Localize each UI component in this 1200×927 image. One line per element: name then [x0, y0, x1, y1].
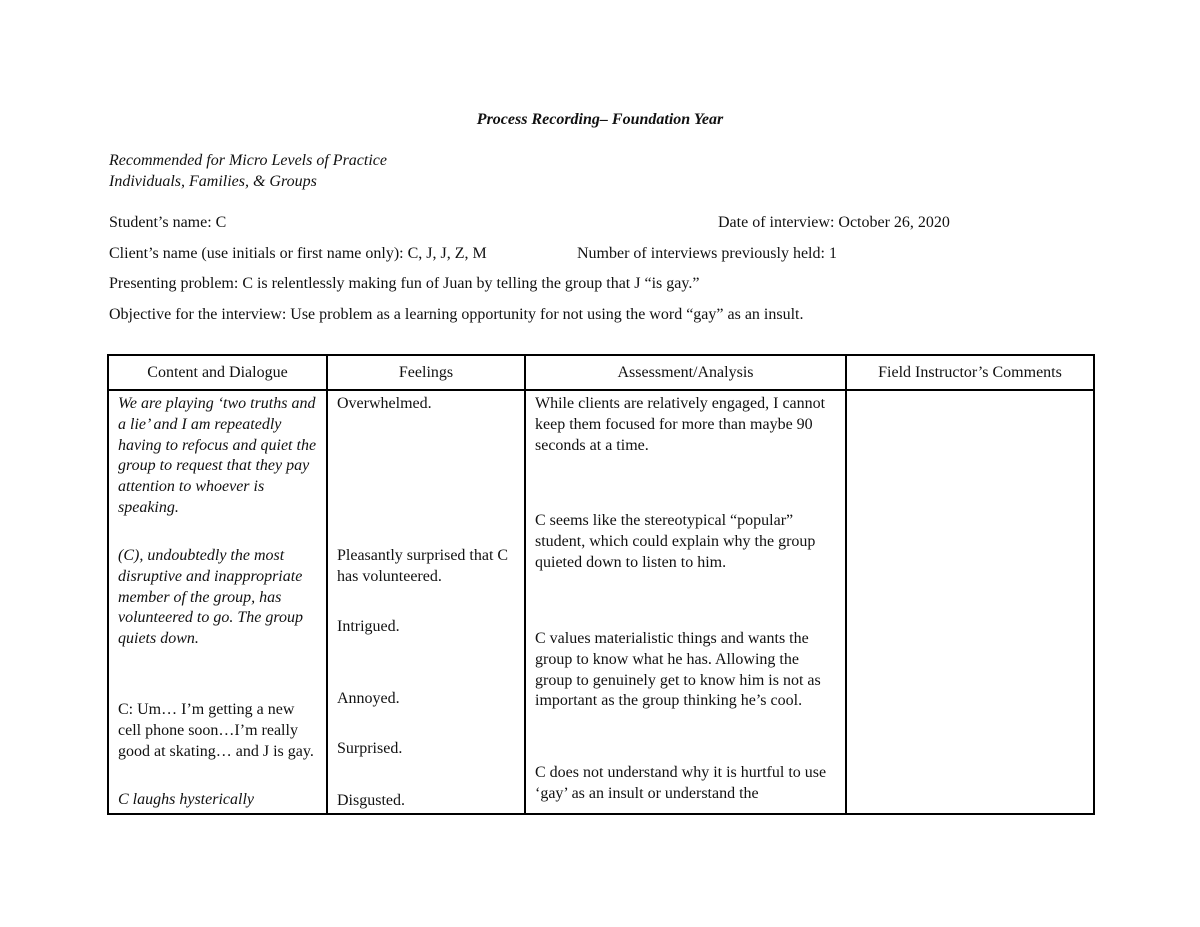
clients-name: Client’s name (use initials or first name only): C, J, J, Z, M	[109, 245, 487, 262]
content-paragraph-3: C: Um… I’m getting a new cell phone soon…I’m really good at skating… and J is gay.	[118, 701, 314, 760]
assessment-paragraph-2: C seems like the stereotypical “popular” student, which could explain why the group quieted down to listen to him.	[535, 512, 816, 571]
assessment-paragraph-3: C values materialistic things and wants the group to know what he has. Allowing the group to genuinely get to know him is not as important as the group thinking he’s cool.	[535, 630, 821, 710]
content-dialogue-cell	[108, 390, 327, 814]
feelings-cell	[327, 390, 525, 814]
assessment-paragraph-1: While clients are relatively engaged, I cannot keep them focused for more than maybe 90 seconds at a time.	[535, 395, 826, 454]
interviews-previously-held: Number of interviews previously held: 1	[577, 245, 837, 262]
feeling-4: Annoyed.	[337, 690, 400, 707]
subtitle-client-types: Individuals, Families, & Groups	[109, 173, 317, 190]
header-assessment-analysis: Assessment/Analysis	[525, 355, 846, 390]
feeling-1: Overwhelmed.	[337, 395, 432, 412]
header-field-instructor-comments: Field Instructor’s Comments	[846, 355, 1094, 390]
date-of-interview: Date of interview: October 26, 2020	[718, 214, 950, 231]
header-feelings: Feelings	[327, 355, 525, 390]
feeling-5: Surprised.	[337, 740, 403, 757]
feeling-6: Disgusted.	[337, 792, 405, 809]
content-paragraph-1: We are playing ‘two truths and a lie’ and I am repeatedly having to refocus and quiet the group to request that they pay attention to whoever is speaking.	[118, 395, 317, 516]
student-name: Student’s name: C	[109, 214, 227, 231]
interview-objective: Objective for the interview: Use problem as a learning opportunity for not using the word “gay” as an insult.	[109, 306, 804, 323]
process-recording-table	[107, 354, 1095, 815]
content-paragraph-2: (C), undoubtedly the most disruptive and inappropriate member of the group, has volunteered to go. The group quiets down.	[118, 547, 304, 648]
table-row	[108, 390, 1094, 814]
assessment-paragraph-4: C does not understand why it is hurtful to use ‘gay’ as an insult or understand the	[535, 764, 827, 802]
assessment-analysis-cell	[525, 390, 846, 814]
subtitle-practice-level: Recommended for Micro Levels of Practice	[109, 152, 387, 169]
content-paragraph-4: C laughs hysterically	[118, 791, 254, 808]
presenting-problem: Presenting problem: C is relentlessly making fun of Juan by telling the group that J “is gay.”	[109, 275, 700, 292]
feeling-2: Pleasantly surprised that C has volunteered.	[337, 547, 509, 585]
table-header-row	[108, 355, 1094, 390]
header-content-dialogue: Content and Dialogue	[108, 355, 327, 390]
document-title: Process Recording– Foundation Year	[476, 111, 724, 128]
feeling-3: Intrigued.	[337, 618, 400, 635]
field-instructor-comments-cell	[846, 390, 1094, 814]
